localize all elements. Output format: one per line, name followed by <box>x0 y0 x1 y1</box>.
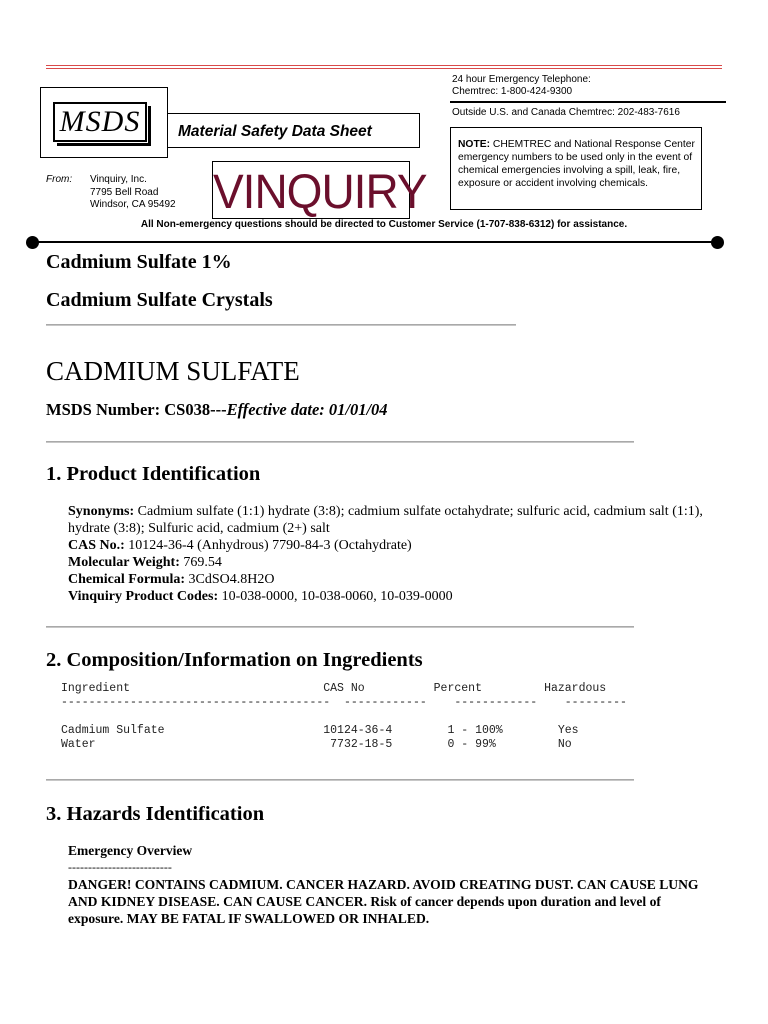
synonyms-row <box>68 503 708 537</box>
msds-number <box>46 400 388 420</box>
rule-end-dot-left <box>26 236 39 249</box>
section-heading: 2. Composition/Information on Ingredients <box>46 649 423 671</box>
outside-us-phone: Outside U.S. and Canada Chemtrec: 202-483-7616 <box>452 107 680 118</box>
ingredients-table: Ingredient CAS No Percent Hazardous --------------------------------------- ------------ ------------ --------- Cadmium Sulfate 10124-36-4 1 - 100% Yes Water 7732-18-5 0 - 99% No <box>61 682 627 751</box>
emergency-phone <box>452 74 591 97</box>
field-label: Chemical Formula: <box>68 572 186 587</box>
divider <box>46 441 634 443</box>
company-logo-frame <box>212 161 427 219</box>
field-value: Cadmium sulfate (1:1) hydrate (3:8); cadmium sulfate octahydrate; sulfuric acid, cadmium salt (1:1), hydrate (3:8); Sulfuric acid, cadmium (2+) salt <box>68 504 703 536</box>
field-label: Synonyms: <box>68 504 135 519</box>
product-name: Cadmium Sulfate Crystals <box>46 289 273 311</box>
cas-row <box>68 537 708 554</box>
emergency-overview-underline: -------------------------- <box>68 860 172 874</box>
note-text: CHEMTREC and National Response Center emergency numbers to be used only in the event of chemical emergencies involving a spill, leak, fire, exposure or accident involving chemicals. <box>458 139 695 189</box>
company-address <box>90 174 176 212</box>
address-line: Vinquiry, Inc. <box>90 174 147 185</box>
danger-statement: DANGER! CONTAINS CADMIUM. CANCER HAZARD. AVOID CREATING DUST. CAN CAUSE LUNG AND KIDNEY DISEASE. CAN CAUSE CANCER. Risk of cancer depends upon duration and level of exposure. MAY BE FATAL IF SWALLOWED OR INHALED. <box>68 877 699 926</box>
field-value: 3CdSO4.8H2O <box>185 572 275 587</box>
section-heading: 1. Product Identification <box>46 463 261 485</box>
address-line: Windsor, CA 95492 <box>90 199 176 210</box>
divider <box>46 626 634 628</box>
divider <box>46 779 634 781</box>
field-label: Vinquiry Product Codes: <box>68 589 219 604</box>
header-black-rule <box>32 241 718 243</box>
non-emergency-notice: All Non-emergency questions should be directed to Customer Service (1-707-838-6312) for assistance. <box>140 219 628 230</box>
msds-logo-frame <box>40 87 168 158</box>
rule-end-dot-right <box>711 236 724 249</box>
product-codes-row <box>68 588 708 605</box>
emergency-overview-label: Emergency Overview <box>68 843 193 858</box>
section-heading: 3. Hazards Identification <box>46 803 265 825</box>
sheet-title: Material Safety Data Sheet <box>168 113 420 148</box>
note-label: NOTE: <box>458 139 491 150</box>
divider <box>46 324 516 326</box>
product-identification <box>68 503 708 605</box>
msds-logo: MSDS <box>53 102 147 142</box>
molecular-weight-row <box>68 554 708 571</box>
field-value: 10-038-0000, 10-038-0060, 10-039-0000 <box>218 589 453 604</box>
header-red-rule-bottom <box>46 68 722 69</box>
emergency-line: 24 hour Emergency Telephone: <box>452 74 591 85</box>
field-label: CAS No.: <box>68 538 125 553</box>
chemtrec-note <box>450 127 702 210</box>
from-label: From: <box>46 174 73 185</box>
formula-row <box>68 571 708 588</box>
field-value: 10124-36-4 (Anhydrous) 7790-84-3 (Octahydrate) <box>124 538 412 553</box>
field-label: Molecular Weight: <box>68 555 180 570</box>
product-name: Cadmium Sulfate 1% <box>46 251 232 273</box>
effective-date: Effective date: 01/01/04 <box>226 400 388 419</box>
field-value: 769.54 <box>179 555 222 570</box>
company-logo: VINQUIRY <box>213 163 427 219</box>
emergency-line: Chemtrec: 1-800-424-9300 <box>452 85 573 97</box>
address-line: 7795 Bell Road <box>90 186 159 198</box>
emergency-divider <box>450 101 726 103</box>
msds-number-label: MSDS Number: CS038--- <box>46 400 227 419</box>
header-red-rule-top <box>46 65 722 66</box>
page-title: CADMIUM SULFATE <box>46 356 300 386</box>
